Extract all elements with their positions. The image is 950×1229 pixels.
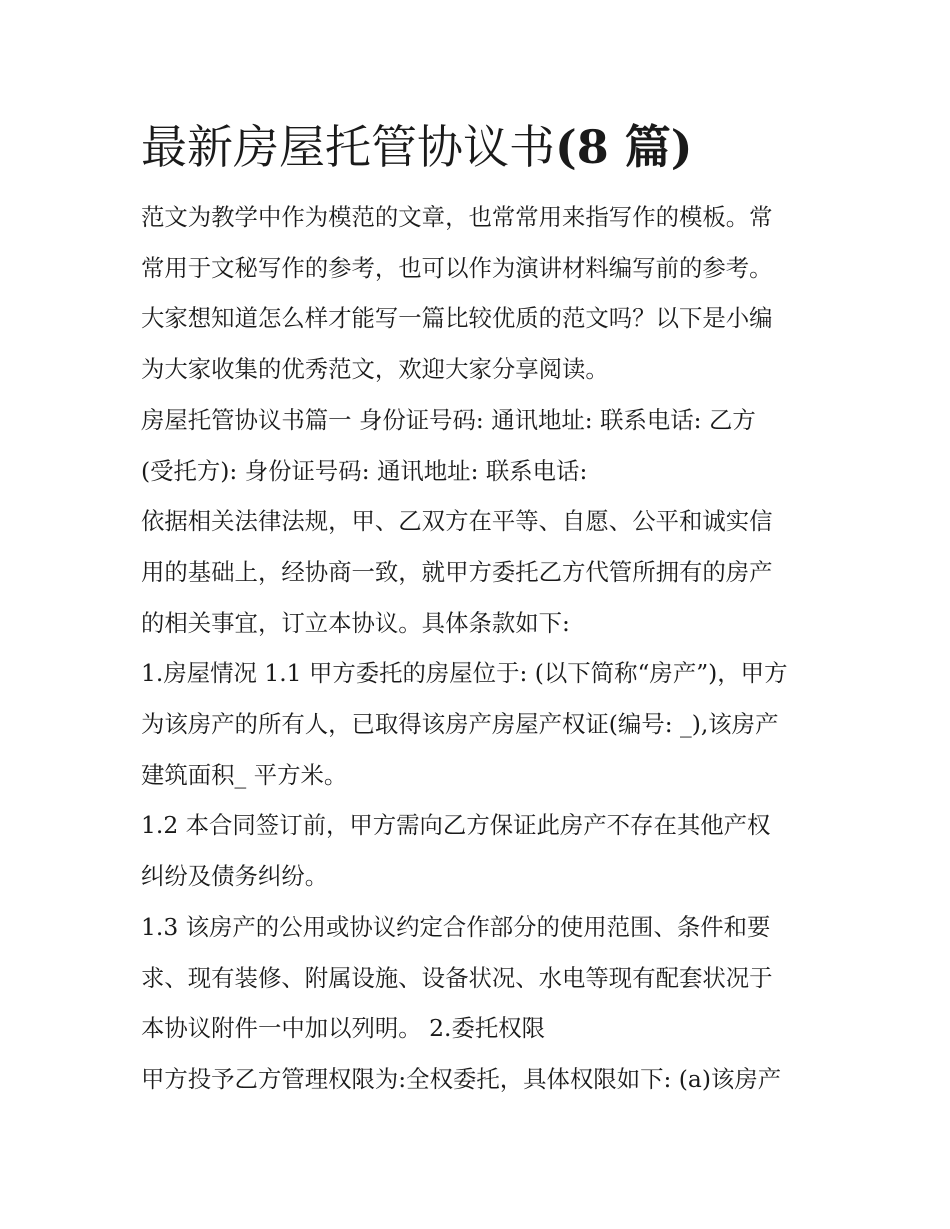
- document-title: [141, 108, 821, 186]
- clause-1-2-paragraph: 1.2 本合同签订前，甲方需向乙方保证此房产不存在其他产权 纠纷及债务纠纷。: [141, 811, 771, 891]
- authority-paragraph: 甲方投予乙方管理权限为:全权委托，具体权限如下: (a)该房产: [141, 1064, 782, 1093]
- clause-1-3-paragraph: 1.3 该房产的公用或协议约定合作部分的使用范围、条件和要 求、现有装修、附属设施、设备状况、水电等现有配套状况于 本协议附件一中加以列明。 2.委托权限: [141, 912, 773, 1043]
- intro-paragraph: 范文为教学中作为模范的文章，也常常用来指写作的模板。常 常用于文秘写作的参考，也可以作为演讲材料编写前的参考。 大家想知道怎么样才能写一篇比较优质的范文吗？以下是小编 为大家收集的优秀范文，欢迎大家分享阅读。: [141, 203, 773, 384]
- party-info-paragraph: 房屋托管协议书篇一 身份证号码: 通讯地址: 联系电话: 乙方 (受托方): 身份证号码: 通讯地址: 联系电话:: [141, 405, 756, 485]
- document-body: [141, 192, 821, 1105]
- title-suffix: (8 篇): [555, 120, 693, 174]
- clause-1-1-paragraph: 1.房屋情况 1.1 甲方委托的房屋位于: (以下简称“房产”)，甲方 为该房产的所有人，已取得该房产房屋产权证(编号: _),该房产 建筑面积_ 平方米。: [141, 659, 788, 789]
- title-main: 最新房屋托管协议书: [141, 120, 555, 174]
- document-page: [141, 108, 821, 1105]
- basis-paragraph: 依据相关法律法规，甲、乙双方在平等、自愿、公平和诚实信 用的基础上，经协商一致，就甲方委托乙方代管所拥有的房产 的相关事宜，订立本协议。具体条款如下:: [141, 507, 773, 637]
